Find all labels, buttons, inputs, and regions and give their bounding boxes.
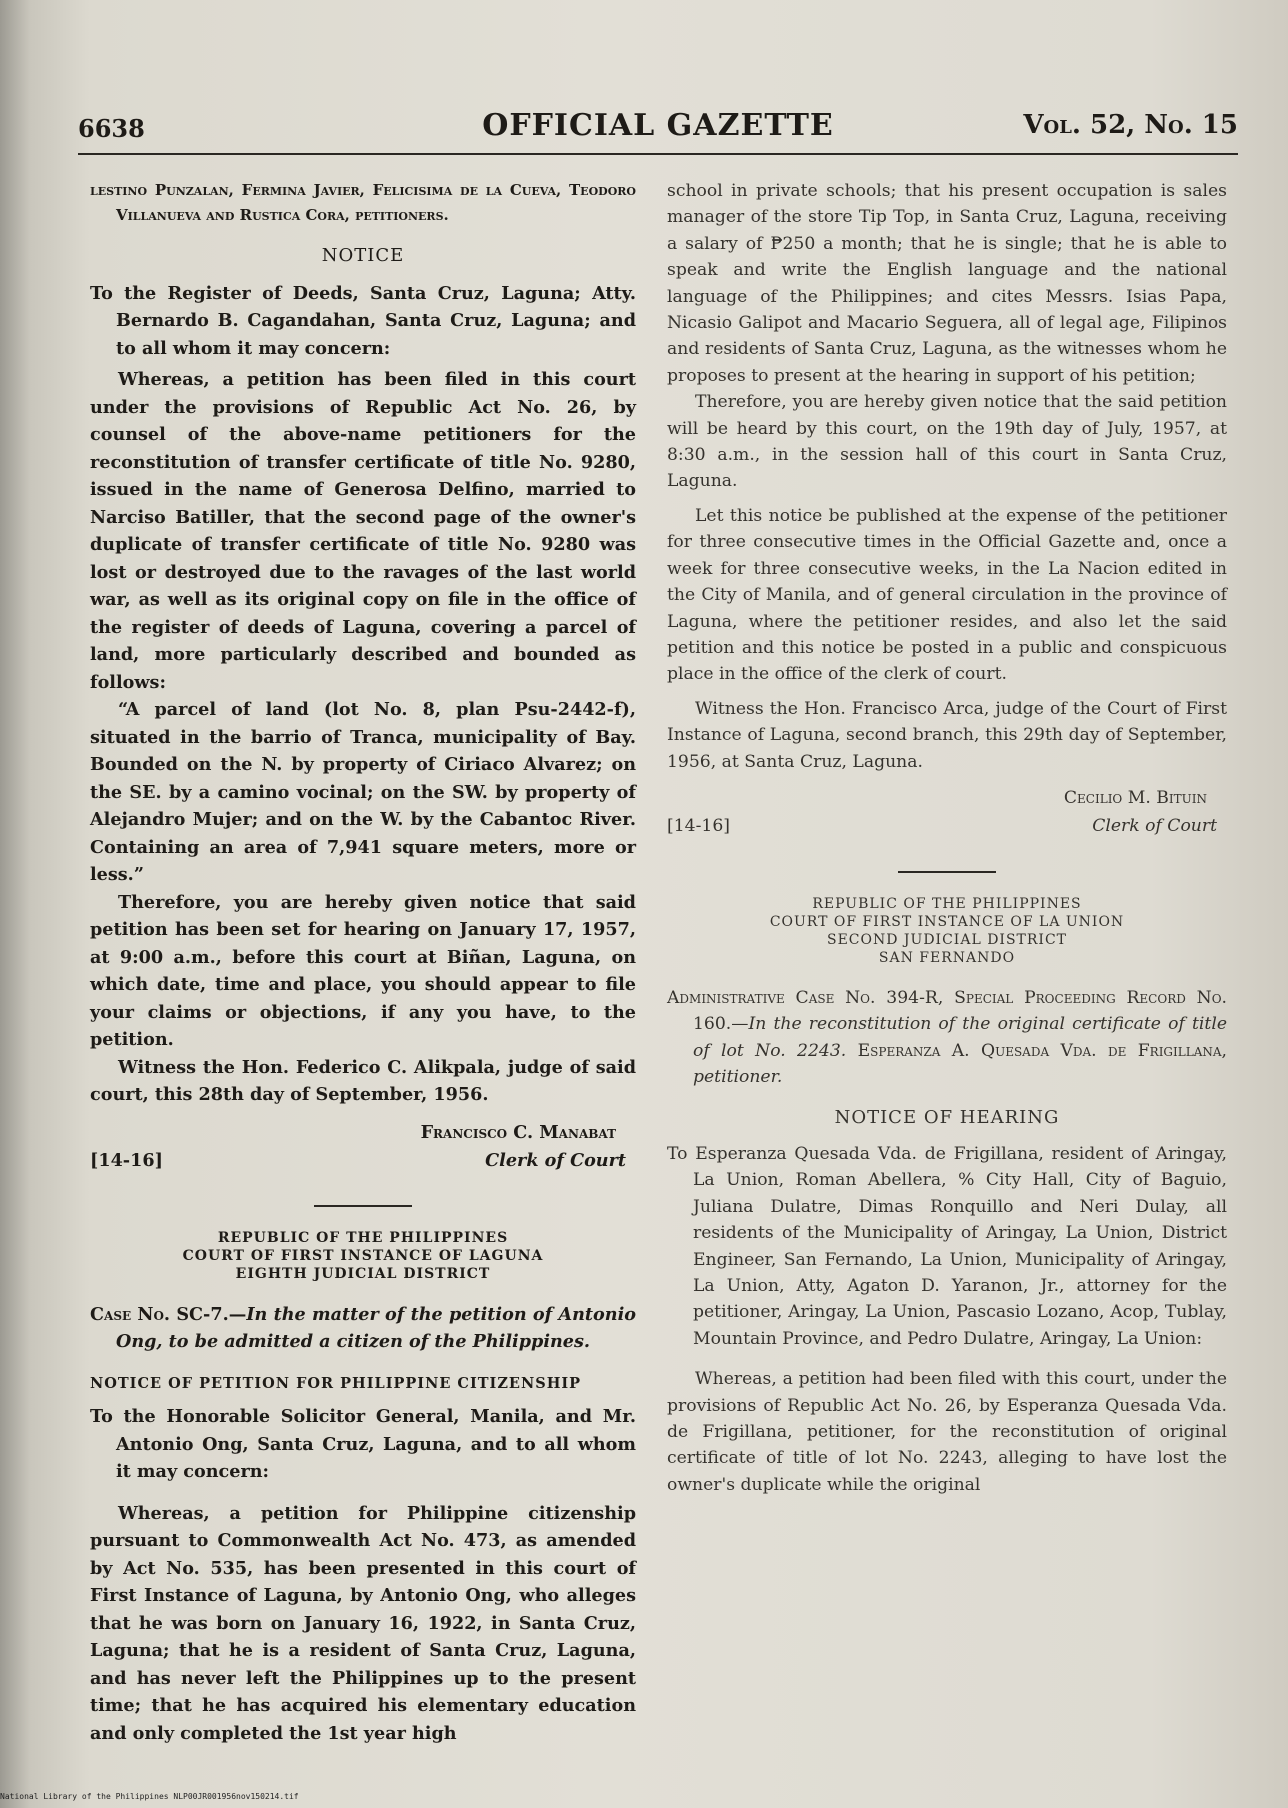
court-header-line: SAN FERNANDO <box>878 949 1016 966</box>
signatory-name: Cecilio M. Bituin <box>1063 787 1207 808</box>
signature-block <box>667 785 1227 845</box>
volume-number: Vol. 52, No. 15 <box>1023 110 1238 140</box>
court-header-line: REPUBLIC OF THE PHILIPPINES <box>812 895 1082 912</box>
petitioner-label: petitioner. <box>693 1067 783 1088</box>
gazette-title: OFFICIAL GAZETTE <box>482 108 834 143</box>
case-number: Administrative Case No. 394-R, Special Proceeding Record No. 160.— <box>667 987 1227 1035</box>
signatory-name: Francisco C. Manabat <box>420 1121 616 1143</box>
case-title <box>90 1301 636 1356</box>
case-description: In the reconstitution of the original certificate of title of lot No. 2243. <box>693 1014 1227 1061</box>
citizenship-addressees: To the Honorable Solicitor General, Manila, and Mr. Antonio Ong, Santa Cruz, Laguna, and to all whom it may concern: <box>90 1406 636 1482</box>
court-header-line: COURT OF FIRST INSTANCE OF LAGUNA <box>182 1247 544 1264</box>
petitioners-line: lestino Punzalan, Fermina Javier, Felicisima de la Cueva, Teodoro Villanueva and Rustica Cora, petitioners. <box>90 181 636 224</box>
left-column <box>90 178 636 1747</box>
signatory-title: Clerk of Court <box>485 1149 626 1171</box>
signature-block <box>90 1119 636 1179</box>
citizenship-notice-heading: NOTICE OF PETITION FOR PHILIPPINE CITIZENSHIP <box>90 1374 582 1392</box>
court-header-line: SECOND JUDICIAL DISTRICT <box>827 931 1067 948</box>
archive-footer: National Library of the Philippines NLP00JR001956nov150214.tif <box>0 1792 299 1801</box>
court-header-line: EIGHTH JUDICIAL DISTRICT <box>235 1265 491 1282</box>
right-column <box>667 178 1227 1498</box>
case-description: In the matter of the petition of Antonio Ong, to be admitted a citizen of the Philippines. <box>116 1303 636 1352</box>
petitioner-name: Esperanza A. Quesada Vda. de Frigillana, <box>846 1040 1227 1061</box>
witness-paragraph: Witness the Hon. Francisco Arca, judge of the Court of First Instance of Laguna, second branch, this 29th day of September, 1956, at Santa Cruz, Laguna. <box>667 698 1227 772</box>
citizenship-paragraph-continued: school in private schools; that his present occupation is sales manager of the store Tip Top, in Santa Cruz, Laguna, receiving a salary of ₱250 a month; that he is single; that he is able to speak and write the English language and the national language of the Philippines; and cites Messrs. Isias Papa, Nicasio Galipot and Macario Seguera, all of legal age, Filipinos and residents of Santa Cruz, Laguna, as the witnesses whom he proposes to present at the hearing in support of his petition; <box>667 181 1227 386</box>
notice-addressees: To the Register of Deeds, Santa Cruz, Laguna; Atty. Bernardo B. Cagandahan, Santa Cruz, Laguna; and to all whom it may concern: <box>90 282 636 359</box>
case-title <box>667 985 1227 1091</box>
case-number: Case No. SC-7.— <box>90 1303 247 1325</box>
page-header <box>78 100 1238 144</box>
hearing-addressees: To Esperanza Quesada Vda. de Frigillana, resident of Aringay, La Union, Roman Abellera, % City Hall, City of Baguio, Juliana Dulatre, Dimas Ronquillo and Neri Dulay, all residents of the Municipality of Aringay, La Union, District Engineer, San Fernando, La Union, Municipality of Aringay, La Union, Atty, Agaton D. Yaranon, Jr., attorney for the petitioner, Aringay, La Union, Pascasio Lozano, Acop, Tublay, Mountain Province, and Pedro Dulatre, Aringay, La Union: <box>667 1143 1227 1349</box>
court-header-line: REPUBLIC OF THE PHILIPPINES <box>217 1229 509 1246</box>
witness-paragraph: Witness the Hon. Federico C. Alikpala, judge of said court, this 28th day of September, 1956. <box>90 1056 636 1105</box>
hearing-paragraph: Therefore, you are hereby given notice that said petition has been set for hearing on January 17, 1957, at 9:00 a.m., before this court at Biñan, Laguna, on which date, time and place, you should appear to file your claims or objections, if any you have, to the petition. <box>90 891 636 1050</box>
reconstitution-paragraph: Whereas, a petition had been filed with this court, under the provisions of Republic Act No. 26, by Esperanza Quesada Vda. de Frigillana, petitioner, for the reconstitution of original certificate of title of lot No. 2243, alleging to have lost the owner's duplicate while the original <box>667 1369 1227 1495</box>
issue-code: [14-16] <box>667 815 730 836</box>
section-divider <box>898 871 996 873</box>
court-header-line: COURT OF FIRST INSTANCE OF LA UNION <box>769 913 1125 930</box>
notice-heading: NOTICE <box>321 245 405 266</box>
notice-paragraph: Whereas, a petition has been filed in this court under the provisions of Republic Act No. 26, by counsel of the above-name petitioners for the reconstitution of transfer certificate of title No. 9280, issued in the name of Generosa Delfino, married to Narciso Batiller, that the second page of the owner's duplicate of transfer certificate of title No. 9280 was lost or destroyed due to the ravages of the last world war, as well as its original copy on file in the office of the register of deeds of Laguna, covering a parcel of land, more particularly described and bounded as follows: <box>90 369 636 693</box>
land-description-quote: “A parcel of land (lot No. 8, plan Psu-2442-f), situated in the barrio of Tranca, municipality of Bay. Bounded on the N. by property of Ciriaco Alvarez; on the SE. by a camino vocinal; on the SW. by property of Alejandro Mujer; and on the W. by the Cabantoc River. Containing an area of 7,941 square meters, more or less.” <box>90 699 636 885</box>
hearing-notice-heading: NOTICE OF HEARING <box>834 1106 1060 1128</box>
section-divider <box>314 1205 412 1207</box>
citizenship-paragraph: Whereas, a petition for Philippine citizenship pursuant to Commonwealth Act No. 473, as amended by Act No. 535, has been presented in this court of First Instance of Laguna, by Antonio Ong, who alleges that he was born on January 16, 1922, in Santa Cruz, Laguna; that he is a resident of Santa Cruz, Laguna, and has never left the Philippines up to the present time; that he has acquired his elementary education and only completed the 1st year high <box>90 1502 636 1744</box>
signatory-title: Clerk of Court <box>1092 815 1217 836</box>
page-number: 6638 <box>78 114 145 143</box>
issue-code: [14-16] <box>90 1149 163 1171</box>
publication-paragraph: Let this notice be published at the expense of the petitioner for three consecutive times in the Official Gazette and, once a week for three consecutive weeks, in the La Nacion edited in the City of Manila, and of general circulation in the province of Laguna, where the petitioner resides, and also let the said petition and this notice be posted in a public and conspicuous place in the office of the clerk of court. <box>667 505 1227 685</box>
hearing-paragraph: Therefore, you are hereby given notice that the said petition will be heard by this court, on the 19th day of July, 1957, at 8:30 a.m., in the session hall of this court in Santa Cruz, Laguna. <box>667 392 1227 492</box>
header-rule <box>78 153 1238 155</box>
